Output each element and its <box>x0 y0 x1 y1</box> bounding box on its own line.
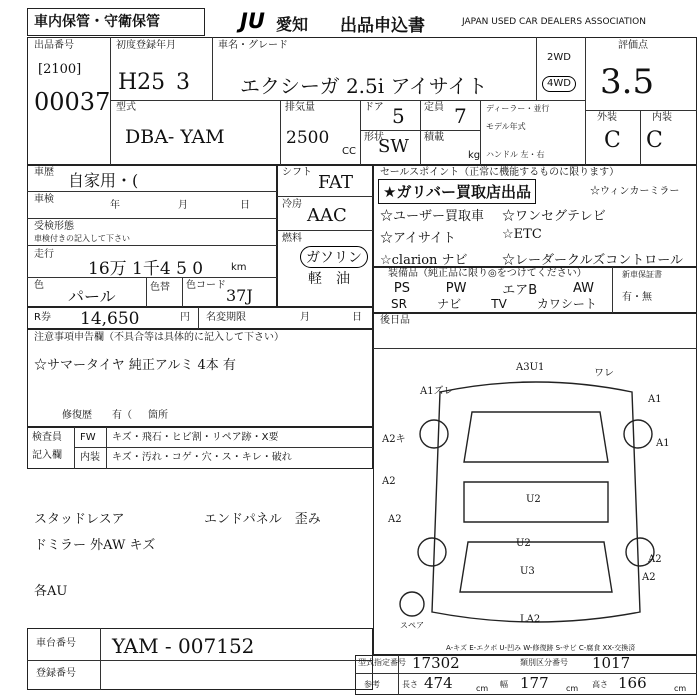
doors-value: 5 <box>392 104 405 128</box>
remark-3: ドミラー 外AW キズ <box>34 538 156 553</box>
equip-ps: PS <box>393 281 410 296</box>
equip-seat: カワシート <box>536 297 597 311</box>
form-title: 出品申込書 <box>340 16 425 36</box>
reg-month: 3 <box>176 70 190 95</box>
mark-a1-side: A1 <box>656 438 670 449</box>
rating-value: 3.5 <box>600 62 655 102</box>
nc-day: 日 <box>352 312 362 323</box>
warranty-label: 新車保証書 <box>622 270 662 279</box>
shift-value: FAT <box>318 172 353 193</box>
insp-year: 年 <box>110 200 120 211</box>
recycle-row <box>27 307 373 329</box>
rear-left-wheel <box>418 538 446 566</box>
later-label: 後日品 <box>380 315 410 326</box>
remark-1: スタッドレスア <box>34 512 125 527</box>
recycle-value: 14,650 <box>80 309 140 329</box>
km-unit: km <box>231 262 247 273</box>
remark-2: エンドパネル 歪み <box>204 512 321 527</box>
width-label: 幅 <box>500 680 508 689</box>
fw-label: FW <box>80 432 96 443</box>
warranty-options: 有・無 <box>622 292 652 303</box>
sales-label: セールスポイント（正常に機能するものに限ります） <box>380 167 620 178</box>
first-reg-label: 初度登録年月 <box>116 40 176 51</box>
chassis-label: 車台番号 <box>36 638 76 649</box>
insp-month: 月 <box>178 200 188 211</box>
sales-item: ☆ETC <box>502 227 542 242</box>
interior-label: 内装 <box>652 112 672 123</box>
mark-u2-rear: U2 <box>516 538 531 549</box>
spec-no-value: 17302 <box>412 654 460 672</box>
width-unit: cm <box>566 684 579 693</box>
insp-day: 日 <box>240 200 250 211</box>
model-label: 型式 <box>116 102 136 113</box>
remark-4: 各AU <box>34 584 68 599</box>
mark-la2-bottom: LA2 <box>520 614 541 625</box>
equip-pw: PW <box>445 281 467 296</box>
fuel-light: 軽 油 <box>308 271 350 287</box>
capacity-label: 定員 <box>424 102 444 113</box>
cc-unit: CC <box>342 146 356 157</box>
mileage-value: 16万 1千4 5 0 <box>88 259 204 279</box>
height-unit: cm <box>674 684 687 693</box>
exterior-label: 外装 <box>597 112 617 123</box>
width-value: 177 <box>520 674 549 692</box>
equip-navi: ナビ <box>437 297 462 311</box>
equipment-grid <box>376 281 612 311</box>
fw-options: キズ・飛石・ヒビ割・リペア跡・X要 <box>112 432 279 443</box>
damage-legend: A-キズ E-エクボ U-凹み W-修復跡 S-サビ C-腐食 XX-交換済 <box>446 644 636 652</box>
ju-logo: JU <box>240 9 265 33</box>
cooling-label: 冷房 <box>282 199 302 210</box>
length-value: 474 <box>424 674 453 692</box>
name-change-label: 名変期限 <box>206 312 246 323</box>
doors-label: ドア <box>364 102 384 113</box>
dealer-label: ディーラー・並行 <box>486 104 550 113</box>
spare-label: スペア <box>400 621 424 630</box>
mark-la2-left: A2 <box>382 476 396 487</box>
kg-unit: kg <box>468 150 481 161</box>
mark-a2-rear: A2 <box>648 554 662 565</box>
org-name: JAPAN USED CAR DEALERS ASSOCIATION <box>462 17 646 27</box>
equip-sr: SR <box>391 296 408 311</box>
mark-u2-roof: U2 <box>526 494 541 505</box>
lot-prefix: [2100] <box>38 62 82 77</box>
car-name-label: 車名・グレード <box>218 40 288 51</box>
storage-label: 車内保管・守衛保管 <box>34 14 160 30</box>
length-unit: cm <box>476 684 489 693</box>
nc-month: 月 <box>300 312 310 323</box>
fuel-gas: ガソリン <box>300 246 368 268</box>
car-name-value: エクシーガ 2.5i アイサイト <box>240 74 488 98</box>
mark-a2-front: A2キ <box>382 434 406 445</box>
sales-item: ☆clarion ナビ <box>380 253 468 268</box>
mark-a1-right: A1 <box>648 394 662 405</box>
handle-label: ハンドル 左・右 <box>486 150 545 159</box>
body-type-label: 形状 <box>364 132 384 143</box>
repair-yes: 有（ <box>112 410 132 421</box>
equip-airbag: エアB <box>502 283 538 298</box>
yen-unit: 円 <box>180 312 190 323</box>
color-code-label: 色コード <box>186 280 226 291</box>
lot-number: 00037 <box>34 88 111 116</box>
sales-item: ☆ユーザー買取車 <box>380 209 485 224</box>
entry-label: 記入欄 <box>32 450 62 461</box>
class-no-value: 1017 <box>592 654 631 672</box>
sales-item: ☆ワンセグテレビ <box>502 209 606 224</box>
height-value: 166 <box>618 674 647 692</box>
shop-banner: ★ガリバー買取店出品 <box>378 179 536 204</box>
fuel-label: 燃料 <box>282 233 302 244</box>
color-label: 色 <box>34 280 44 291</box>
car-diagram <box>380 352 692 644</box>
equip-aw: AW <box>573 281 595 296</box>
equipment-label: 装備品（純正品に限り◎をつけてください） <box>388 268 587 279</box>
sales-item: ☆レーダークルズコントロール <box>502 253 683 268</box>
mark-a3u1: A3U1 <box>516 362 545 373</box>
shift-label: シフト <box>282 167 312 178</box>
interior-row-label: 内装 <box>80 452 100 463</box>
sales-items <box>380 205 692 268</box>
notes-label: 注意事項申告欄（不具合等は具体的に記入して下さい） <box>34 332 284 343</box>
history-value: 自家用・( <box>68 171 139 190</box>
receipt-label: 受検形態 <box>34 221 74 232</box>
mark-a2-left: A2 <box>388 514 402 525</box>
color-value: パール <box>68 287 116 306</box>
spare-tire <box>400 592 424 616</box>
repair-place: 箇所 <box>148 410 168 421</box>
model-year-label: モデル年式 <box>486 122 526 131</box>
sales-item: ☆アイサイト <box>380 231 456 246</box>
drive-2wd: 2WD <box>547 52 571 63</box>
inspection-label: 車検 <box>34 194 54 205</box>
length-label: 長さ <box>402 680 418 689</box>
equip-tv: TV <box>491 296 507 311</box>
exterior-grade: C <box>604 128 621 153</box>
mileage-label: 走行 <box>34 249 54 260</box>
mark-a2-right: A2 <box>642 572 656 583</box>
color-code-value: 37J <box>226 286 253 305</box>
capacity-value: 7 <box>454 104 467 128</box>
mark-ware: ワレ <box>594 368 614 379</box>
mark-la1: A1ズレ <box>420 386 454 397</box>
color-swap-label: 色替 <box>150 282 170 293</box>
front-right-wheel <box>624 420 652 448</box>
height-label: 高さ <box>592 680 608 689</box>
interior-options: キズ・汚れ・コゲ・穴・ス・キレ・破れ <box>112 452 292 463</box>
rear-window <box>460 542 612 592</box>
rating-label: 評価点 <box>618 40 648 51</box>
model-value: DBA- YAM <box>125 126 225 148</box>
displacement-value: 2500 <box>286 128 330 148</box>
class-no-label: 類別区分番号 <box>520 658 568 667</box>
logo-suffix: 愛知 <box>276 15 309 34</box>
repair-label: 修復歴 <box>62 410 92 421</box>
storage-box <box>27 8 205 36</box>
spec-no-label: 型式指定番号 <box>358 658 406 667</box>
interior-grade: C <box>646 128 663 153</box>
cooling-value: AAC <box>307 205 347 226</box>
cargo-label: 積載 <box>424 132 444 143</box>
receipt-note: 車検付きの記入して下さい <box>34 234 130 243</box>
displacement-label: 排気量 <box>285 102 315 113</box>
chassis-value: YAM - 007152 <box>112 634 255 658</box>
lot-no-label: 出品番号 <box>34 40 74 51</box>
recycle-label: R券 <box>34 312 51 323</box>
mark-u3: U3 <box>520 566 535 577</box>
notes-value: ☆サマータイヤ 純正アルミ 4本 有 <box>34 358 236 373</box>
inspector-label: 検査員 <box>32 432 62 443</box>
drive-4wd: 4WD <box>542 76 576 92</box>
front-left-wheel <box>420 420 448 448</box>
history-label: 車歴 <box>34 167 54 178</box>
reg-no-label: 登録番号 <box>36 668 76 679</box>
sales-note: ☆ウィンカーミラー <box>590 186 680 197</box>
windshield <box>464 412 608 462</box>
reg-year: H25 <box>118 70 166 95</box>
dims-label: 参考 <box>364 680 380 689</box>
body-type-value: SW <box>378 136 409 157</box>
